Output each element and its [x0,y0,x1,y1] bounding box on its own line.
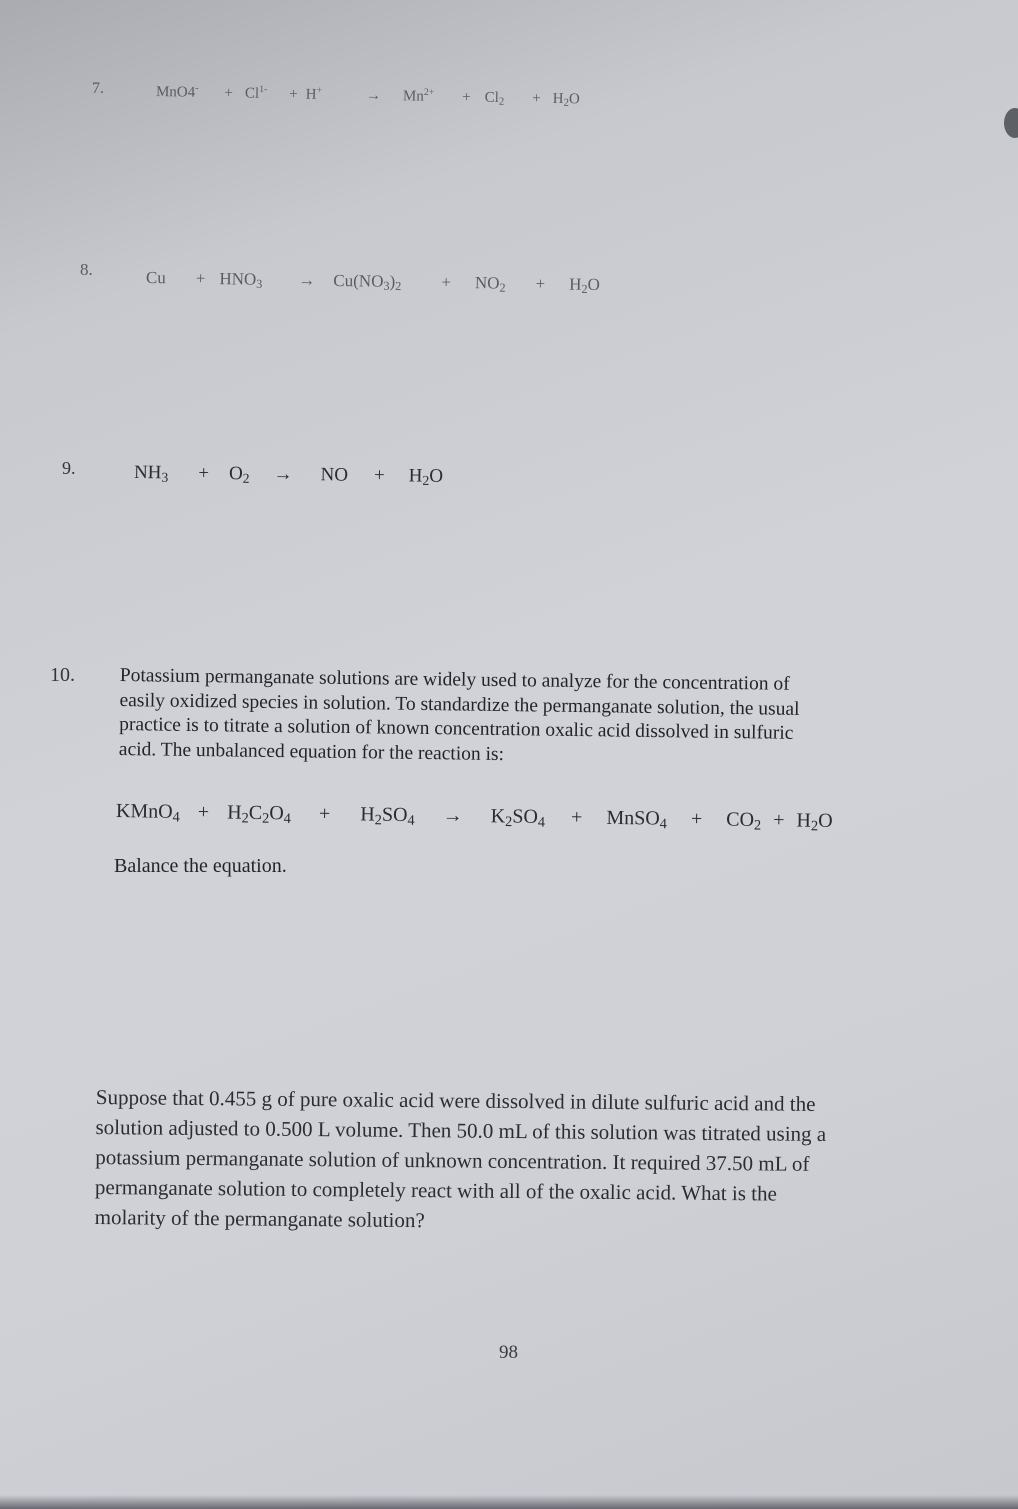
eq7-h-ion: H+ [305,84,323,103]
balance-instruction: Balance the equation. [114,855,287,877]
eq9-water: $H_2O$ [408,465,444,489]
question-line-3: potassium permanganate solution of unknown concentration. It required 37.50 mL of [95,1144,810,1176]
eq10-co2: $CO_2$ [726,808,762,834]
problem-7-equation [156,84,580,108]
eq9-plus: + [198,462,210,484]
eq10-plus: + [570,806,583,829]
eq10-mnso4: MnSO$_4$ [606,806,668,833]
problem-7-number: 7. [92,80,104,97]
eq8-arrow: → [298,270,316,290]
problem-9-equation [134,462,443,488]
eq8-hno3: $HNO_3$ [219,269,263,291]
question-line-4: permanganate solution to completely react with all of the oxalic acid. What is the [94,1174,777,1206]
eq7-plus: + [289,86,298,103]
eq7-water: $H_2O$ [552,90,580,109]
eq7-cl-ion: $Cl^{1-}$ [244,83,268,102]
eq7-mn-ion: $Mn^{2+}$ [402,86,435,105]
eq10-plus: + [773,809,785,832]
eq7-mno4: MnO4- [155,82,199,101]
eq9-plus: + [373,464,385,487]
eq10-water: $H_2O$ [796,809,833,835]
question-line-5: molarity of the permanganate solution? [94,1204,425,1233]
problem-8-number: 8. [80,260,93,279]
intro-line-1: Potassium permanganate solutions are widely used to analyze for the concentration of [119,664,790,695]
binder-clip-mark [1004,108,1018,138]
question-line-2: solution adjusted to 0.500 L volume. Then 50.0 mL of this solution was titrated using a [95,1114,827,1147]
eq10-kmno4: KMnO$_4$ [115,800,180,826]
eq10-oxalic-acid: $H_2C_2O_4$ [226,801,292,828]
eq8-no2: $NO_2$ [474,273,506,295]
eq7-cl2: $Cl_2$ [484,89,505,108]
eq8-plus: + [441,272,452,292]
problem-10-question [95,1082,976,1240]
eq8-water: $H_2O$ [569,274,601,296]
eq10-plus: + [318,802,331,825]
eq9-o2: $O_2$ [228,463,250,486]
intro-line-2: easily oxidized species in solution. To standardize the permanganate solution, the usual [119,689,800,720]
eq9-nh3: $NH_3$ [133,462,169,485]
eq10-sulfuric-acid: $H_2SO_4$ [360,803,415,829]
eq9-arrow: → [273,463,293,485]
eq10-plus: + [197,801,210,824]
eq8-copper-nitrate: $Cu(NO_3)_2$ [333,270,402,294]
page-edge-shadow [0,1495,1018,1509]
eq8-plus: + [535,274,546,294]
eq7-plus: + [462,89,471,106]
problem-10-equation [116,800,833,833]
eq7-plus: + [532,90,541,107]
page-number: 98 [499,1342,518,1363]
eq7-plus: + [224,85,234,102]
eq9-no: NO [320,464,349,486]
eq7-arrow: → [365,87,382,104]
eq10-k2so4: $K_2SO_4$ [490,805,546,831]
problem-8-equation [146,268,600,295]
intro-line-3: practice is to titrate a solution of known concentration oxalic acid dissolved in sulfuric [119,713,794,744]
question-line-1: Suppose that 0.455 g of pure oxalic acid were dissolved in dilute sulfuric acid and the [95,1084,816,1116]
eq8-plus: + [195,268,206,288]
eq10-arrow: → [442,804,463,827]
problem-9-number: 9. [62,458,76,478]
intro-line-4: acid. The unbalanced equation for the reaction is: [118,738,505,765]
eq8-cu: Cu [145,268,166,288]
problem-10-intro [119,664,950,773]
problem-10-number: 10. [50,664,75,686]
eq10-plus: + [690,808,703,831]
